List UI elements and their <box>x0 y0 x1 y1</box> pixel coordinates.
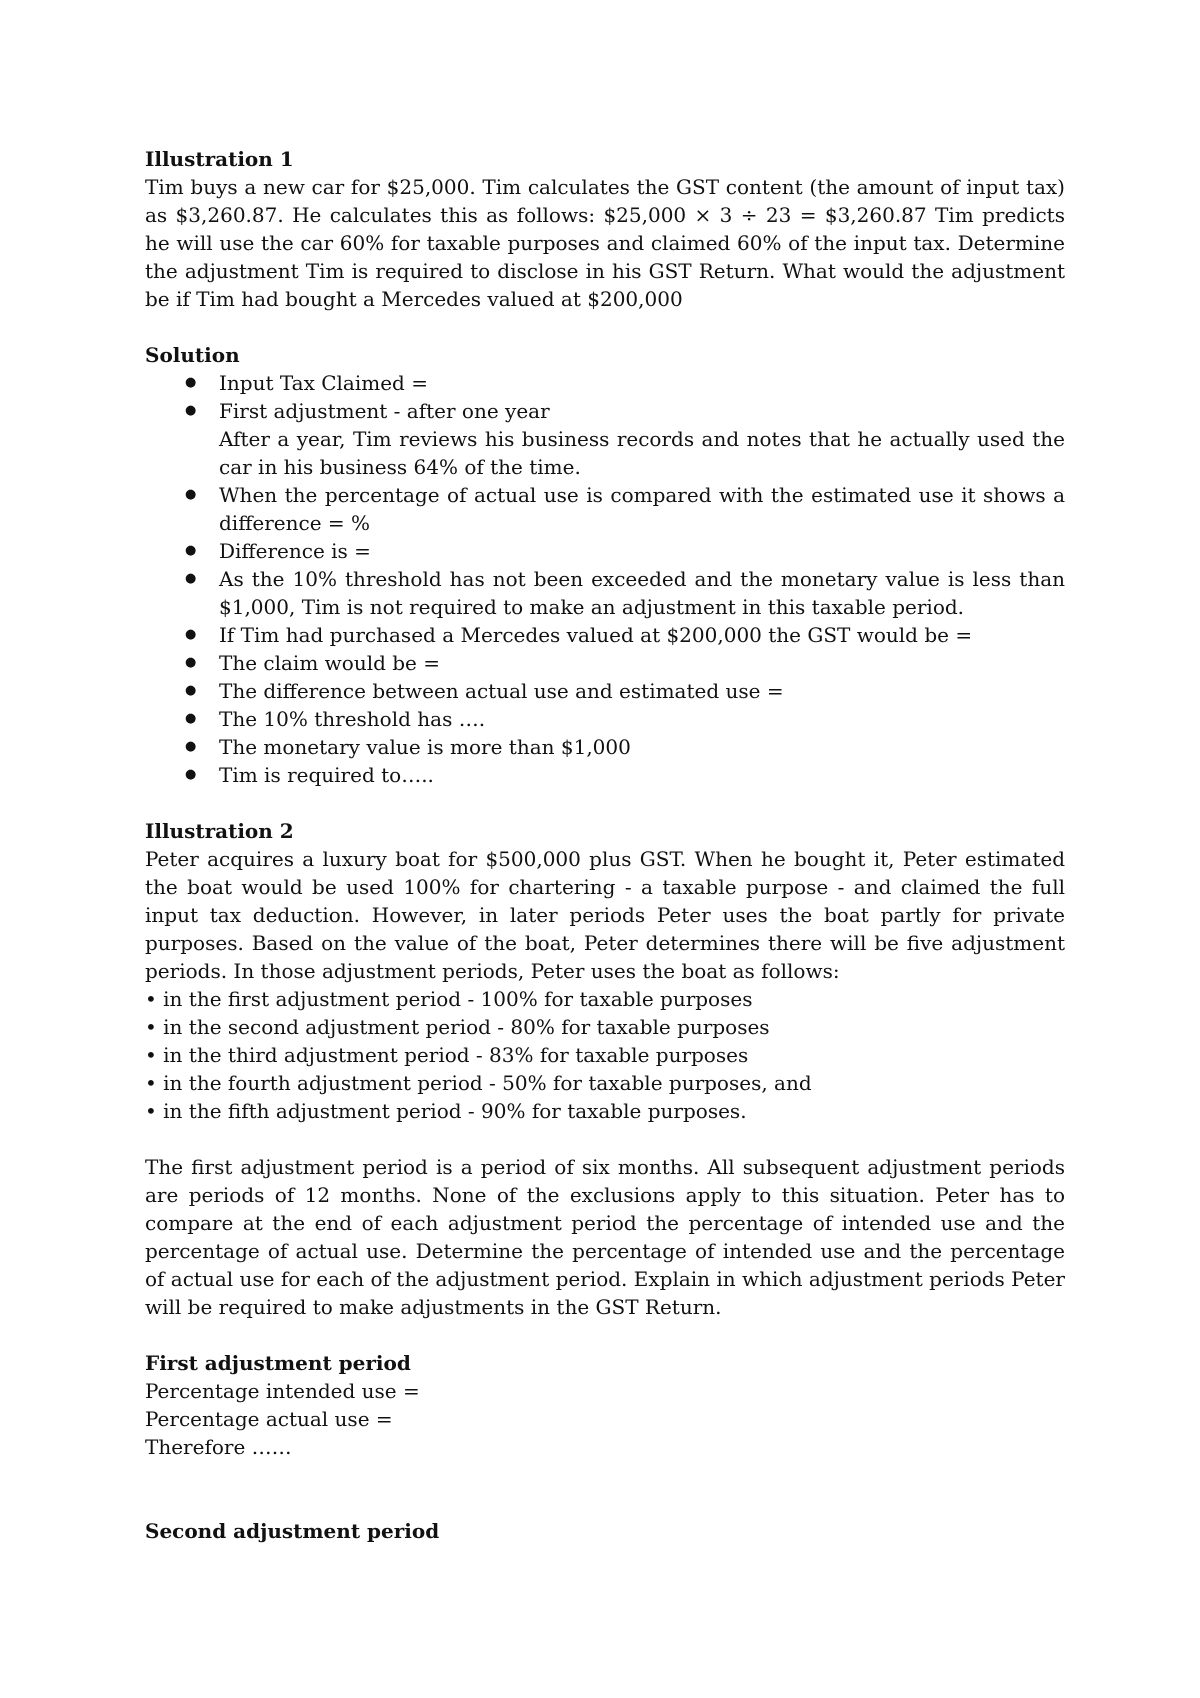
list-item <box>145 761 1065 789</box>
list-item-text: If Tim had purchased a Mercedes valued at $200,000 the GST would be = <box>219 623 973 647</box>
list-item-text: The claim would be = <box>219 651 441 675</box>
second-period-title: Second adjustment period <box>145 1519 440 1543</box>
list-item <box>145 677 1065 705</box>
first-period-line: Percentage actual use = <box>145 1407 393 1431</box>
list-item <box>145 705 1065 733</box>
list-item <box>145 649 1065 677</box>
usage-line: • in the third adjustment period - 83% for taxable purposes <box>145 1043 749 1067</box>
list-item-text: When the percentage of actual use is compared with the estimated use it shows a difference = % <box>219 483 1065 535</box>
list-item-text: Input Tax Claimed = <box>219 371 428 395</box>
illustration-1-title: Illustration 1 <box>145 147 294 171</box>
list-item-text: The 10% threshold has …. <box>219 707 486 731</box>
illustration-2-text: Peter acquires a luxury boat for $500,000 plus GST. When he bought it, Peter estimated the boat would be used 100% for chartering - a taxable purpose - and claimed the full input tax deduction. However, in later periods Peter uses the boat partly for private purposes. Based on the value of the boat, Peter determines there will be five adjustment periods. In those adjustment periods, Peter uses the boat as follows: <box>145 847 1065 983</box>
list-item-text: Difference is = <box>219 539 371 563</box>
usage-line: • in the first adjustment period - 100% for taxable purposes <box>145 987 753 1011</box>
list-item-text: As the 10% threshold has not been exceeded and the monetary value is less than $1,000, Tim is not required to make an adjustment in this taxable period. <box>219 567 1065 619</box>
illustration-1-text: Tim buys a new car for $25,000. Tim calculates the GST content (the amount of input tax) as $3,260.87. He calculates this as follows: $25,000 × 3 ÷ 23 = $3,260.87 Tim predicts he will use the car 60% for taxable purposes and claimed 60% of the input tax. Determine the adjustment Tim is required to disclose in his GST Return. What would the adjustment be if Tim had bought a Mercedes valued at $200,000 <box>145 175 1065 311</box>
list-item <box>145 621 1065 649</box>
first-period-line: Therefore …… <box>145 1435 292 1459</box>
usage-line: • in the second adjustment period - 80% for taxable purposes <box>145 1015 770 1039</box>
document-page <box>145 145 1065 1545</box>
list-item <box>145 481 1065 537</box>
list-item-text: The monetary value is more than $1,000 <box>219 735 631 759</box>
list-item-text: First adjustment - after one year <box>219 399 550 423</box>
list-item-text: Tim is required to….. <box>219 763 434 787</box>
list-item <box>145 733 1065 761</box>
solution-title: Solution <box>145 343 240 367</box>
solution-list <box>145 369 1065 789</box>
illustration-2-question: The first adjustment period is a period of six months. All subsequent adjustment periods are periods of 12 months. None of the exclusions apply to this situation. Peter has to compare at the end of each adjustment period the percentage of intended use and the percentage of actual use. Determine the percentage of intended use and the percentage of actual use for each of the adjustment period. Explain in which adjustment periods Peter will be required to make adjustments in the GST Return. <box>145 1155 1065 1319</box>
list-item <box>145 537 1065 565</box>
list-item-text: The difference between actual use and estimated use = <box>219 679 784 703</box>
first-period-title: First adjustment period <box>145 1351 411 1375</box>
list-item-subtext: After a year, Tim reviews his business records and notes that he actually used the car in his business 64% of the time. <box>219 427 1065 479</box>
usage-line: • in the fifth adjustment period - 90% for taxable purposes. <box>145 1099 747 1123</box>
list-item <box>145 369 1065 397</box>
usage-line: • in the fourth adjustment period - 50% for taxable purposes, and <box>145 1071 812 1095</box>
illustration-2-title: Illustration 2 <box>145 819 294 843</box>
first-period-line: Percentage intended use = <box>145 1379 420 1403</box>
list-item <box>145 397 1065 481</box>
list-item <box>145 565 1065 621</box>
